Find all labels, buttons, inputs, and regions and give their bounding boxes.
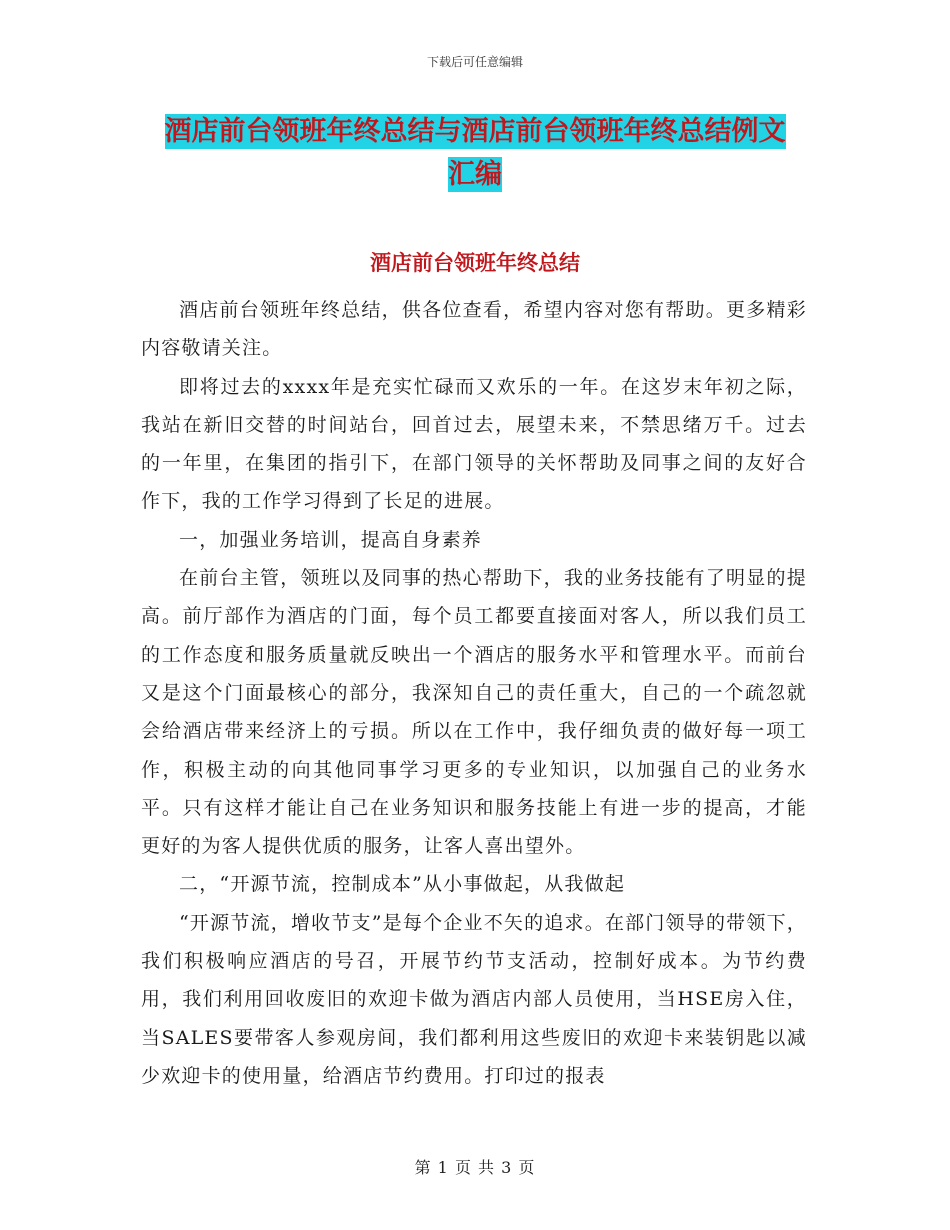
document-body bbox=[141, 291, 807, 1095]
section-title: 酒店前台领班年终总结 bbox=[370, 250, 580, 275]
paragraph-opening: 即将过去的xxxx年是充实忙碌而又欢乐的一年。在这岁末年初之际，我站在新旧交替的时间站台，回首过去，展望未来，不禁思绪万千。过去的一年里，在集团的指引下，在部门领导的关怀帮助及同事之间的友好合作下，我的工作学习得到了长足的进展。 bbox=[141, 375, 807, 513]
page-footer: 第 1 页 共 3 页 bbox=[414, 1158, 536, 1177]
heading-section-2: 二，“开源节流，控制成本”从小事做起，从我做起 bbox=[179, 873, 626, 896]
document-title-line-1: 酒店前台领班年终总结与酒店前台领班年终总结例文 bbox=[164, 116, 786, 147]
paragraph-intro: 酒店前台领班年终总结，供各位查看，希望内容对您有帮助。更多精彩内容敬请关注。 bbox=[141, 299, 807, 360]
paragraph-section-1: 在前台主管，领班以及同事的热心帮助下，我的业务技能有了明显的提高。前厅部作为酒店的门面，每个员工都要直接面对客人，所以我们员工的工作态度和服务质量就反映出一个酒店的服务水平和管理水平。而前台又是这个门面最核心的部分，我深知自己的责任重大，自己的一个疏忽就会给酒店带来经济上的亏损。所以在工作中，我仔细负责的做好每一项工作，积极主动的向其他同事学习更多的专业知识，以加强自己的业务水平。只有这样才能让自己在业务知识和服务技能上有进一步的提高，才能更好的为客人提供优质的服务，让客人喜出望外。 bbox=[141, 567, 807, 858]
page-header-note: 下载后可任意编辑 bbox=[426, 55, 523, 69]
paragraph-section-2: “开源节流，增收节支”是每个企业不矢的追求。在部门领导的带领下，我们积极响应酒店的号召，开展节约节支活动，控制好成本。为节约费用，我们利用回收废旧的欢迎卡做为酒店内部人员使用，当HSE房入住，当SALES要带客人参观房间，我们都利用这些废旧的欢迎卡来装钥匙以减少欢迎卡的使用量，给酒店节约费用。打印过的报表 bbox=[141, 911, 807, 1087]
document-title bbox=[140, 110, 810, 196]
document-title-line-2: 汇编 bbox=[448, 159, 502, 190]
heading-section-1: 一，加强业务培训，提高自身素养 bbox=[179, 528, 483, 551]
